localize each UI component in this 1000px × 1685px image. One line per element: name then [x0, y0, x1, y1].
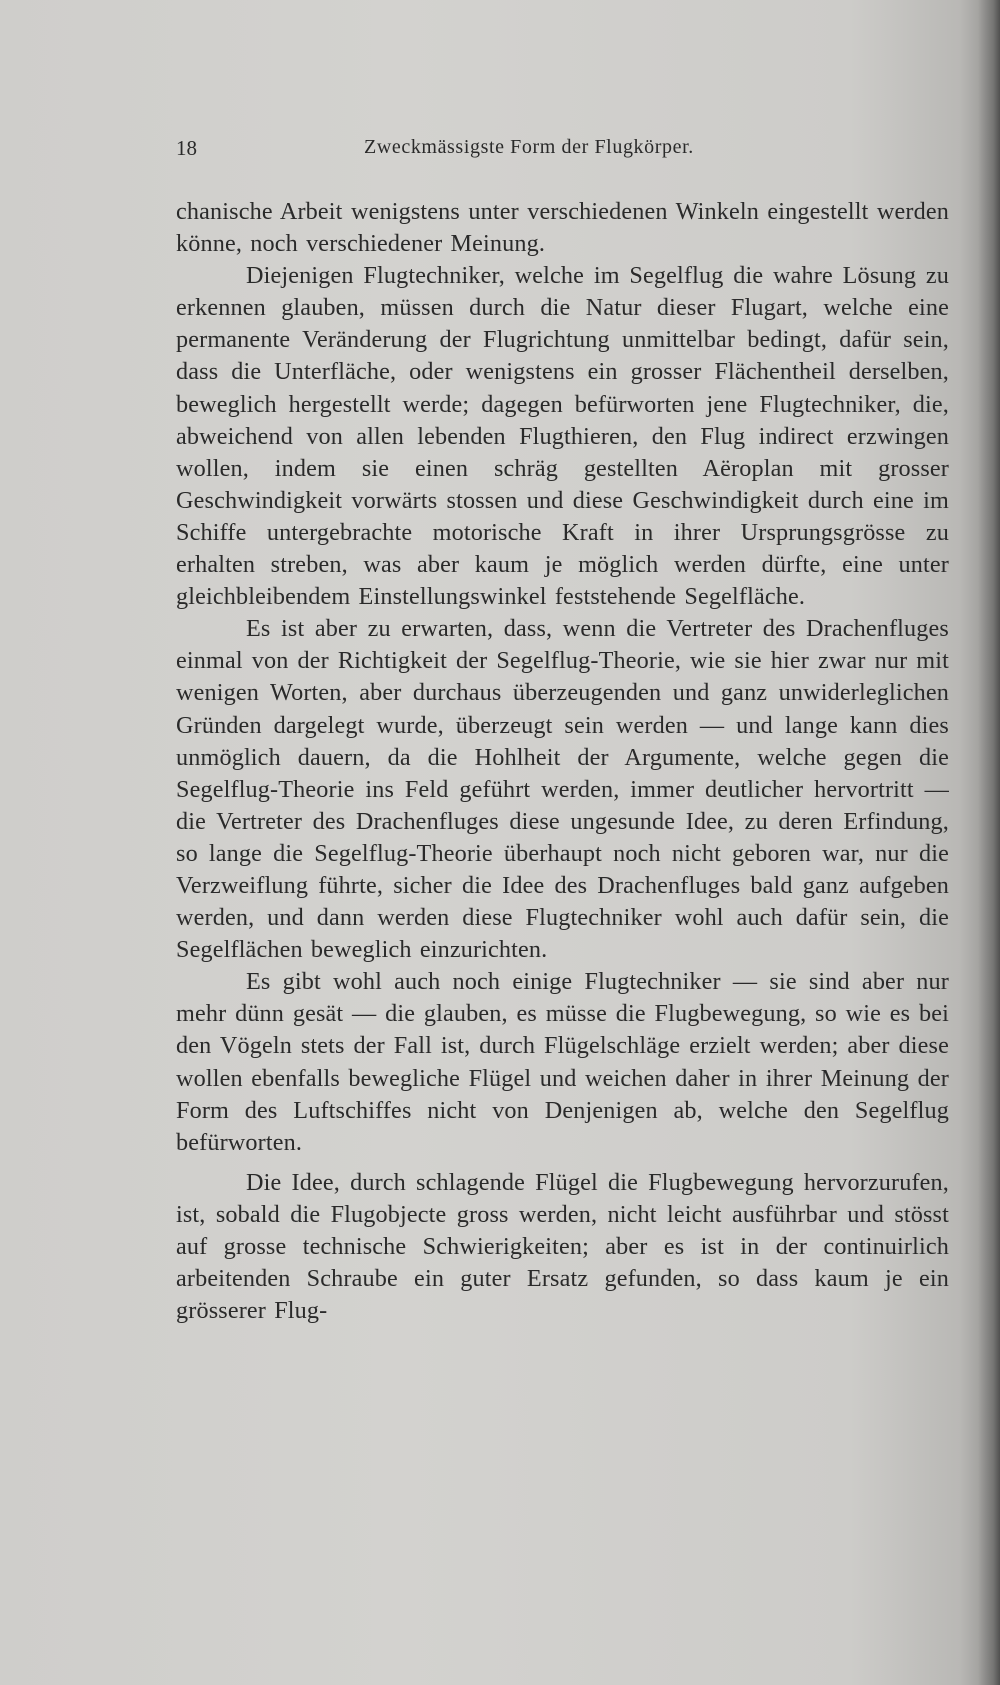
paragraph: Die Idee, durch schlagende Flügel die Flugbewegung hervorzurufen, ist, sobald die Flugobjecte gross werden, nicht leicht ausführbar und stösst auf grosse technische Schwierigkeiten; aber es ist in der continuirlich arbeitenden Schraube ein guter Ersatz gefunden, so dass kaum je ein grösserer Flug-	[176, 1168, 949, 1325]
paragraph-continuation: chanische Arbeit wenigstens unter verschiedenen Winkeln eingestellt werden könne, noch verschiedener Meinung.	[176, 198, 949, 258]
running-header	[176, 136, 936, 170]
paragraph: Diejenigen Flugtechniker, welche im Segelflug die wahre Lösung zu erkennen glauben, müssen durch die Natur dieser Flugart, welche eine permanente Veränderung der Flugrichtung unmittelbar bedingt, dafür sein, dass die Unterfläche, oder wenigstens ein grosser Flächentheil derselben, beweglich hergestellt werde; dagegen befürworten jene Flugtechniker, die, abweichend von allen lebenden Flugthieren, den Flug indirect erzwingen wollen, indem sie einen schräg gestellten Aëroplan mit grosser Geschwindigkeit vorwärts stossen und diese Geschwindigkeit durch eine im Schiffe untergebrachte motorische Kraft in ihrer Ursprungsgrösse zu erhalten streben, was aber kaum je möglich werden dürfte, eine unter gleichbleibendem Einstellungswinkel feststehende Segelfläche.	[176, 262, 949, 611]
paragraph: Es ist aber zu erwarten, dass, wenn die Vertreter des Drachenfluges einmal von der Richtigkeit der Segelflug-Theorie, wie sie hier zwar nur mit wenigen Worten, aber durchaus überzeugenden und ganz unwiderleglichen Gründen dargelegt wurde, überzeugt sein werden — und lange kann dies unmöglich dauern, da die Hohlheit der Argumente, welche gegen die Segelflug-Theorie ins Feld geführt werden, immer deutlicher hervortritt — die Vertreter des Drachenfluges diese ungesunde Idee, zu deren Erfindung, so lange die Segelflug-Theorie überhaupt noch nicht geboren war, nur die Verzweiflung führte, sicher die Idee des Drachenfluges bald ganz aufgeben werden, und dann werden diese Flugtechniker wohl auch dafür sein, die Segelflächen beweglich einzurichten.	[176, 615, 949, 964]
paragraph: Es gibt wohl auch noch einige Flugtechniker — sie sind aber nur mehr dünn gesät — die glauben, es müsse die Flugbewegung, so wie es bei den Vögeln stets der Fall ist, durch Flügelschläge erzielt werden; aber diese wollen ebenfalls bewegliche Flügel und weichen daher in ihrer Meinung der Form des Luftschiffes nicht von Denjenigen ab, welche den Segelflug befürworten.	[176, 968, 949, 1156]
body-text	[176, 196, 949, 1327]
page-number: 18	[176, 136, 197, 160]
running-title: Zweckmässigste Form der Flugkörper.	[364, 136, 694, 158]
page-edge-shadow	[978, 0, 1000, 1685]
